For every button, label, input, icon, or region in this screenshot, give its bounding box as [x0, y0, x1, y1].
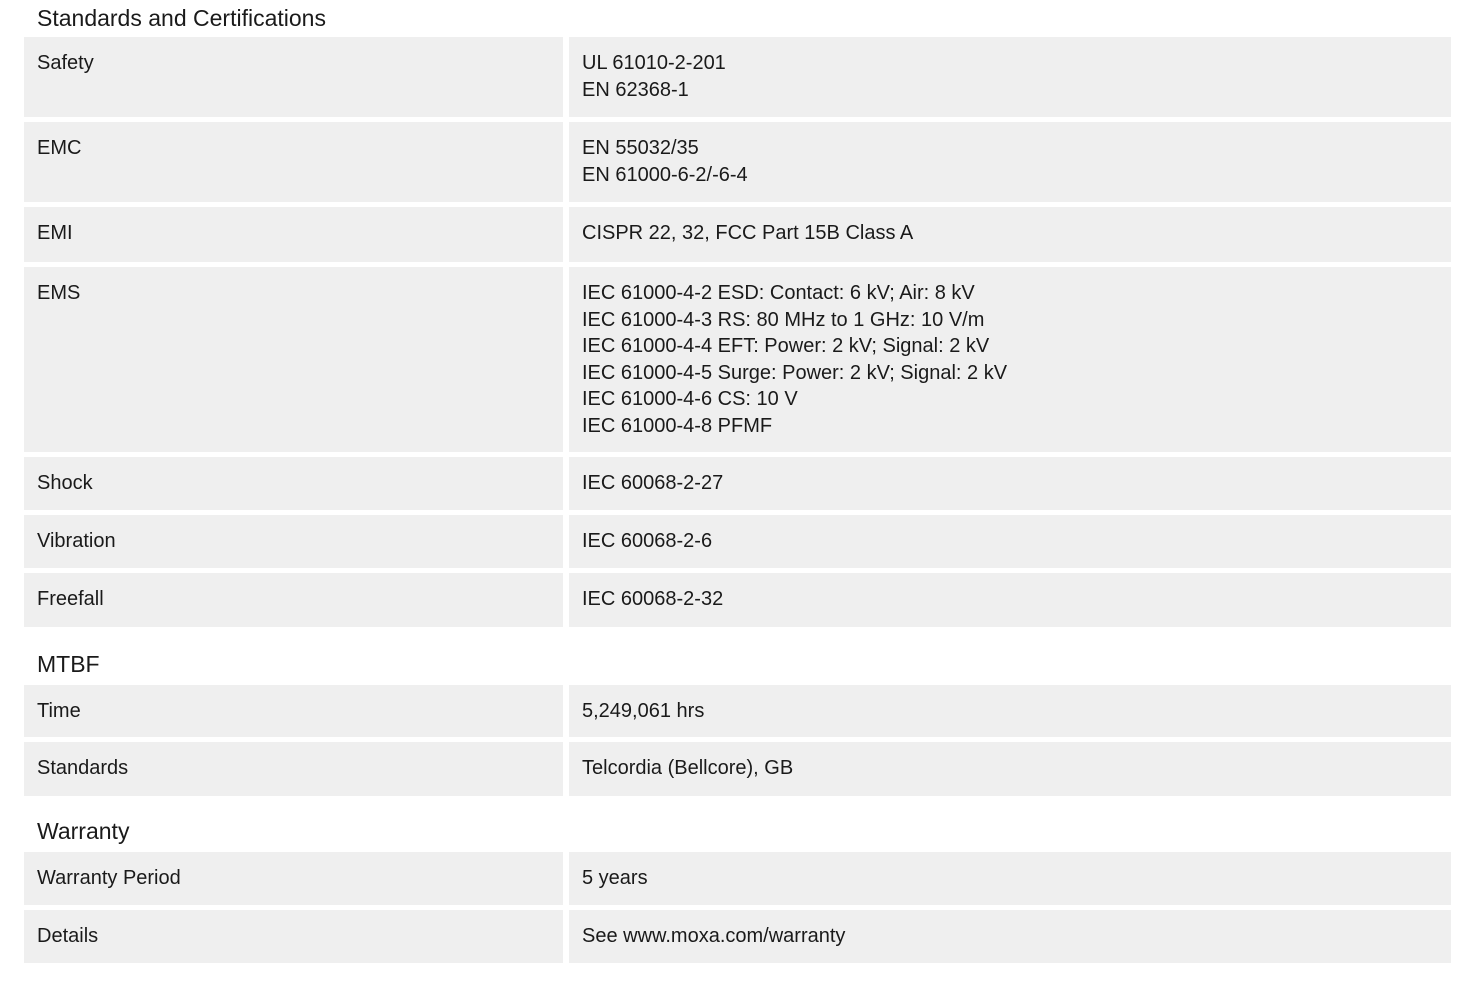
- value-line: IEC 61000-4-6 CS: 10 V: [582, 388, 798, 410]
- row-value: [569, 685, 1451, 737]
- value-line: See www.moxa.com/warranty: [582, 925, 846, 947]
- value-line: 5 years: [582, 867, 648, 889]
- value-line: IEC 61000-4-8 PFMF: [582, 414, 773, 437]
- value-line: EN 55032/35: [582, 137, 699, 159]
- section-title: Warranty: [37, 818, 130, 844]
- table-row-vibration: [24, 515, 1451, 568]
- value-line: IEC 61000-4-2 ESD: Contact: 6 kV; Air: 8 kV: [582, 282, 975, 304]
- table-row-emi: [24, 207, 1451, 262]
- row-label: EMC: [24, 122, 563, 202]
- row-label: Vibration: [24, 515, 563, 568]
- table-row-freefall: [24, 573, 1451, 627]
- value-line: IEC 60068-2-6: [582, 530, 713, 552]
- row-label: Safety: [24, 37, 563, 117]
- table-row-warranty-period: [24, 852, 1451, 905]
- value-line: 5,249,061 hrs: [582, 700, 705, 722]
- row-label: EMS: [24, 267, 563, 452]
- row-label: Shock: [24, 457, 563, 510]
- value-line: Telcordia (Bellcore), GB: [582, 757, 794, 779]
- section-title: Standards and Certifications: [37, 5, 326, 31]
- section-warranty: [24, 817, 1451, 968]
- value-line: IEC 61000-4-5 Surge: Power: 2 kV; Signal: 2 kV: [582, 361, 1008, 384]
- value-line: IEC 61000-4-4 EFT: Power: 2 kV; Signal: 2 kV: [582, 335, 990, 357]
- row-value: [569, 207, 1451, 262]
- value-line: IEC 60068-2-27: [582, 472, 724, 494]
- row-value: [569, 515, 1451, 568]
- table-row-safety: [24, 37, 1451, 117]
- row-label: Details: [24, 910, 563, 963]
- row-label: Standards: [24, 742, 563, 796]
- table-row-ems: [24, 267, 1451, 452]
- row-value: [569, 852, 1451, 905]
- row-label: Freefall: [24, 573, 563, 627]
- section-standards-certifications: [24, 4, 1451, 632]
- value-line: UL 61010-2-201: [582, 52, 726, 74]
- value-line: EN 61000-6-2/-6-4: [582, 163, 748, 186]
- row-value: [569, 742, 1451, 796]
- row-label: Warranty Period: [24, 852, 563, 905]
- row-value: [569, 122, 1451, 202]
- table-row-standards: [24, 742, 1451, 796]
- value-line: IEC 61000-4-3 RS: 80 MHz to 1 GHz: 10 V/m: [582, 308, 985, 331]
- row-label: EMI: [24, 207, 563, 262]
- row-value: [569, 573, 1451, 627]
- table-row-time: [24, 685, 1451, 737]
- table-row-emc: [24, 122, 1451, 202]
- table-row-details: [24, 910, 1451, 963]
- section-title: MTBF: [37, 651, 100, 677]
- section-mtbf: [24, 650, 1451, 801]
- value-line: EN 62368-1: [582, 78, 689, 101]
- row-label: Time: [24, 685, 563, 737]
- value-line: CISPR 22, 32, FCC Part 15B Class A: [582, 222, 914, 244]
- row-value: [569, 457, 1451, 510]
- row-value: [569, 37, 1451, 117]
- row-value: [569, 267, 1451, 452]
- value-line: IEC 60068-2-32: [582, 588, 724, 610]
- row-value: [569, 910, 1451, 963]
- table-row-shock: [24, 457, 1451, 510]
